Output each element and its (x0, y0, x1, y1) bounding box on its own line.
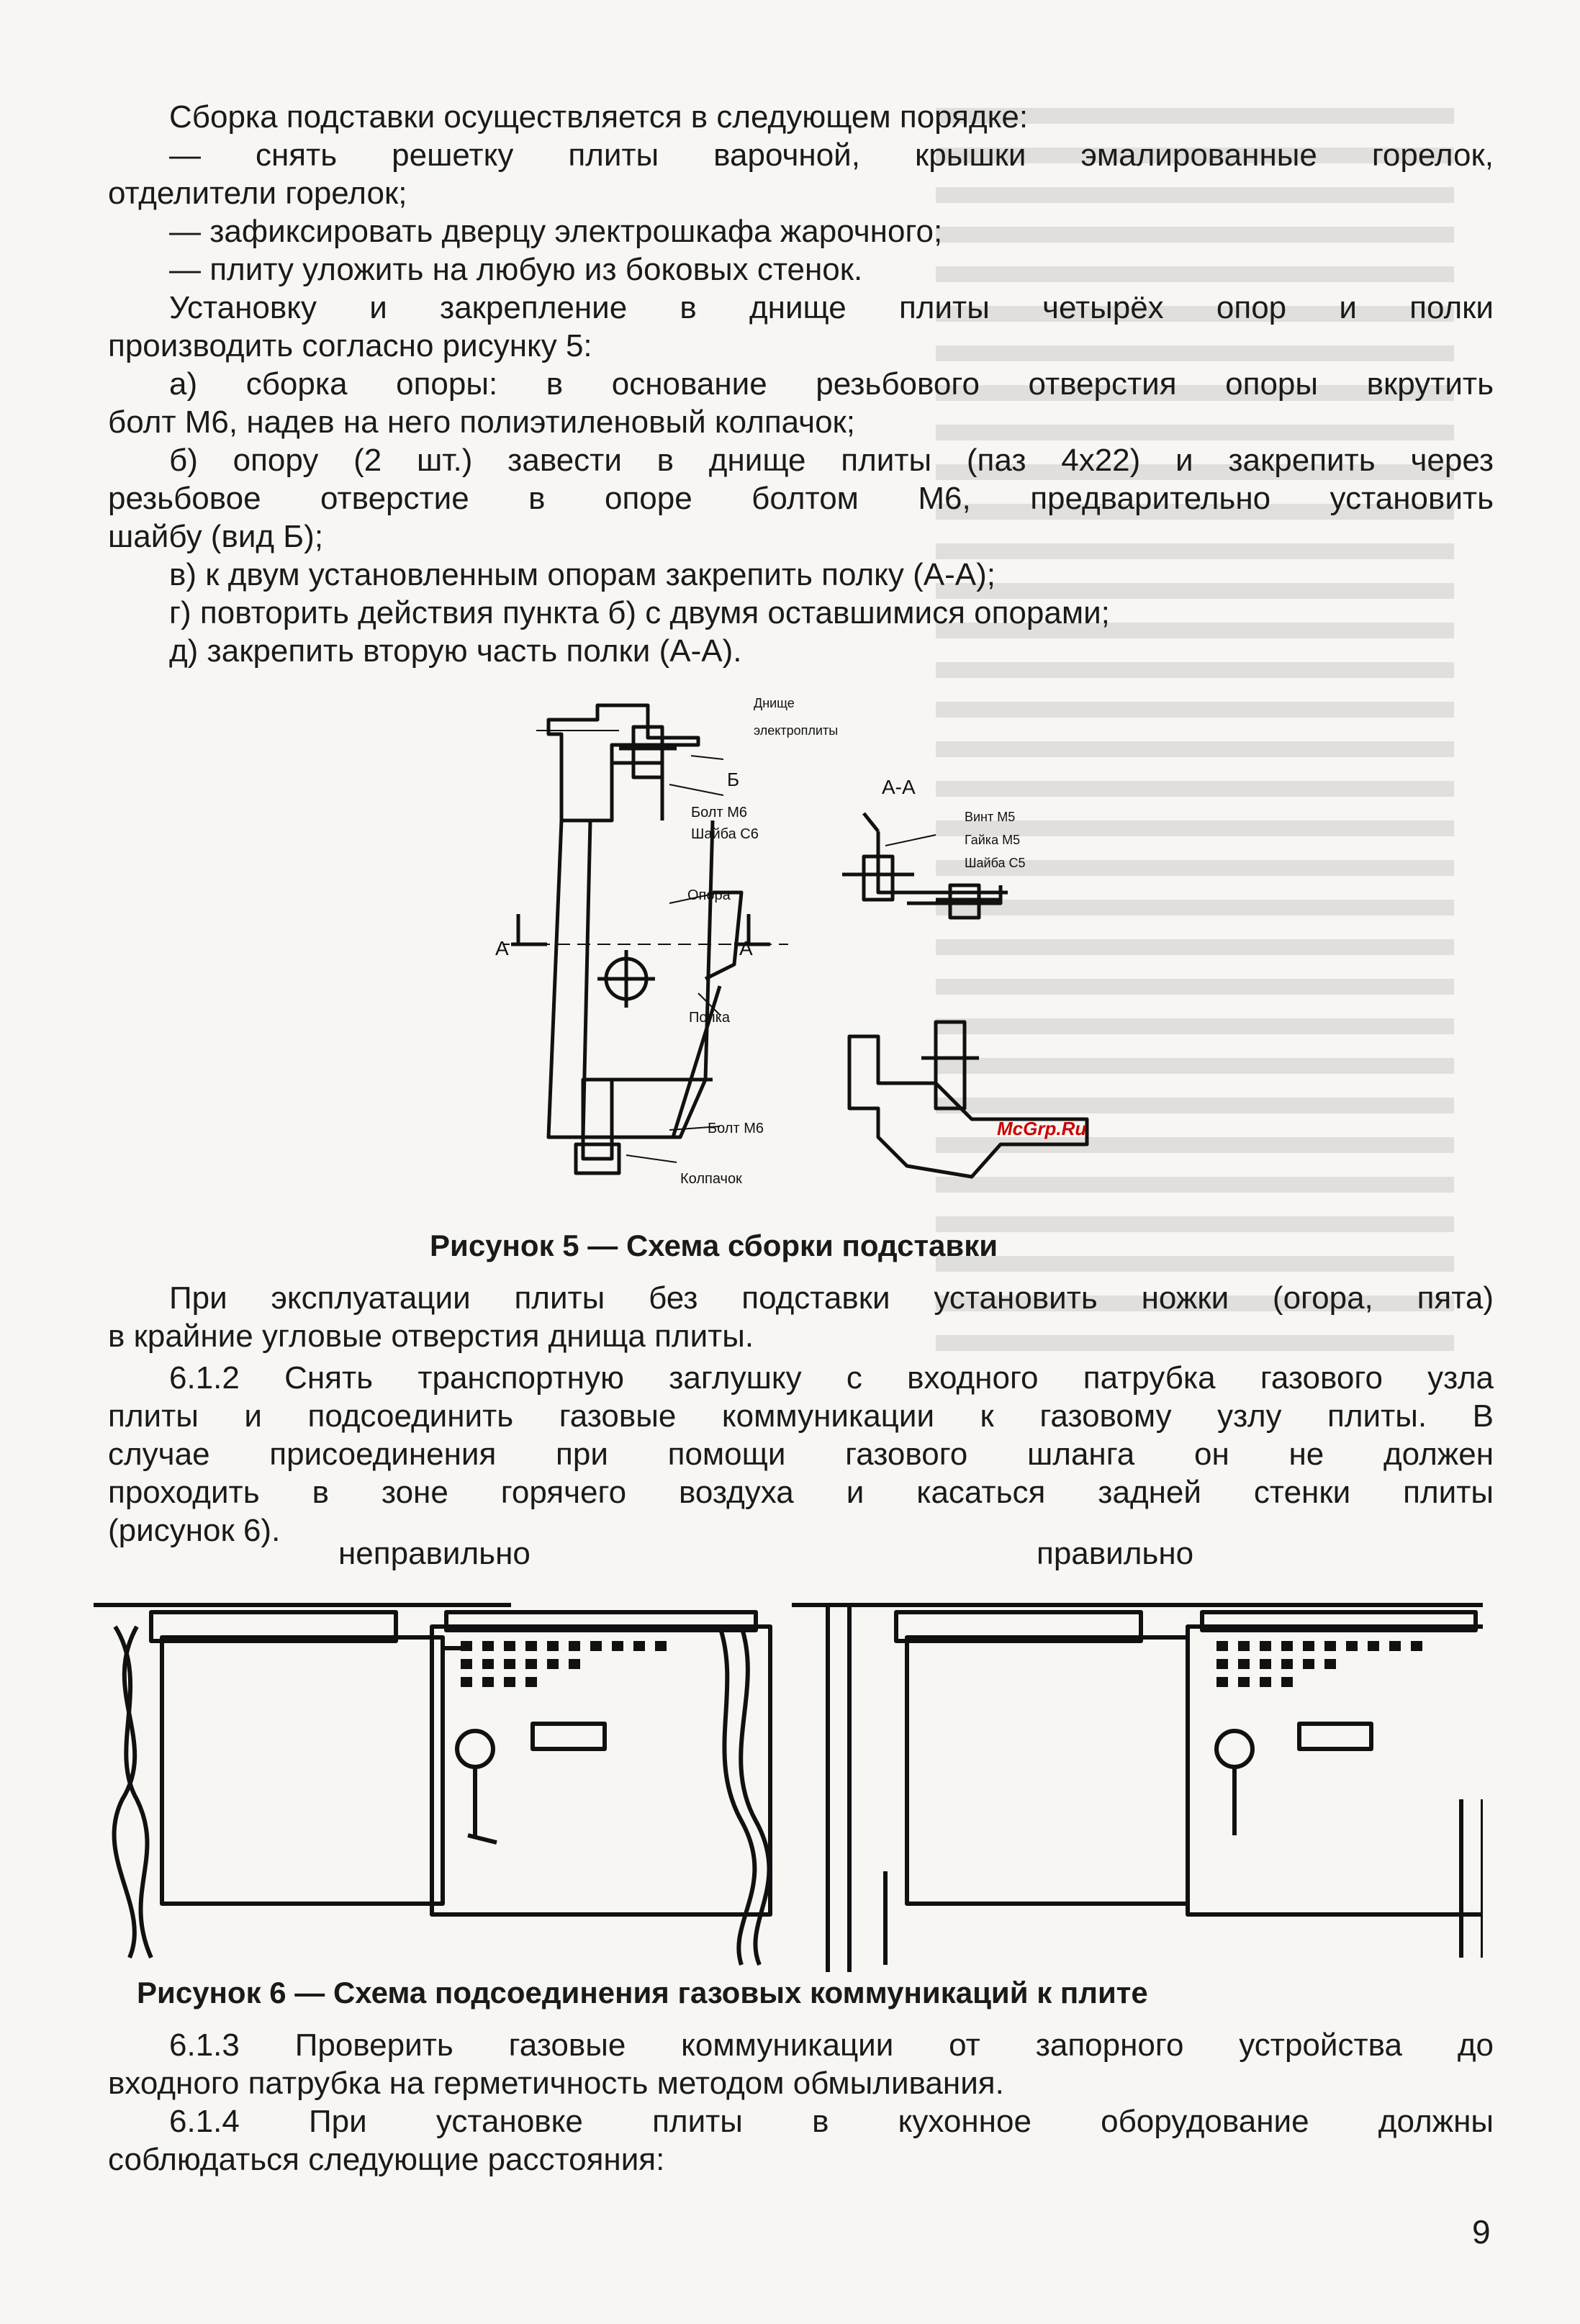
install-line-7: шайбу (вид Б); (108, 519, 324, 554)
label-washer-c6: Шайба С6 (691, 826, 759, 842)
label-bottom-line1: Днище (754, 696, 795, 710)
install-line-5: б) опору (2 шт.) завести в днище плиты (паз 4х22) и закрепить через (169, 443, 1494, 478)
figure5-assembly-drawing (504, 677, 1152, 1224)
p612-line-2: плиты и подсоединить газовые коммуникации к газовому узлу плиты. В (108, 1398, 1494, 1434)
label-section-a-right: А (739, 937, 753, 959)
install-line-2: производить согласно рисунку 5: (108, 328, 592, 363)
label-shelf: Полка (689, 1010, 731, 1026)
p613-line-2: входного патрубка на герметичность методом обмыливания. (108, 2066, 1004, 2101)
watermark-text: McGrp.Ru (997, 1118, 1087, 1139)
install-line-8: в) к двум установленным опорам закрепить полку (А-А); (169, 557, 996, 592)
label-washer-c5: Шайба С5 (965, 856, 1026, 870)
label-section-a-left: А (495, 937, 509, 959)
install-line-3: а) сборка опоры: в основание резьбового отверстия опоры вкрутить (169, 366, 1494, 402)
label-bottom-line2: электроплиты (754, 723, 839, 738)
label-bolt-m6-lower: Болт М6 (708, 1121, 764, 1136)
label-nut-m5: Гайка М5 (965, 833, 1021, 847)
label-incorrect: неправильно (338, 1536, 531, 1571)
p614-line-2: соблюдаться следующие расстояния: (108, 2142, 665, 2177)
p612-line-5: (рисунок 6). (108, 1513, 281, 1548)
page-number: 9 (1472, 2213, 1491, 2251)
step-line-3: — зафиксировать дверцу электрошкафа жарочного; (169, 214, 943, 249)
label-correct: правильно (1037, 1536, 1194, 1571)
after5-line-2: в крайние угловые отверстия днища плиты. (108, 1319, 754, 1354)
label-screw-m5: Винт М5 (965, 810, 1016, 824)
label-cap: Колпачок (680, 1171, 742, 1187)
intro-line: Сборка подставки осуществляется в следующем порядке: (169, 99, 1029, 135)
step-line-4: — плиту уложить на любую из боковых стенок. (169, 252, 863, 287)
step-line-2: отделители горелок; (108, 176, 407, 211)
step-line-1: — снять решетку плиты варочной, крышки эмалированные горелок, (169, 137, 1494, 173)
label-section-aa: А-А (882, 776, 916, 798)
after5-line-1: При эксплуатации плиты без подставки установить ножки (огора, пята) (169, 1280, 1494, 1316)
install-line-10: д) закрепить вторую часть полки (А-А). (169, 633, 742, 669)
label-bolt-m6: Болт М6 (691, 805, 747, 820)
figure6-caption: Рисунок 6 — Схема подсоединения газовых коммуникаций к плите (137, 1976, 1148, 2009)
label-view-b: Б (727, 769, 740, 790)
figure6-connection-drawing (94, 1583, 1483, 1972)
install-line-4: болт М6, надев на него полиэтиленовый колпачок; (108, 404, 856, 440)
p612-line-1: 6.1.2 Снять транспортную заглушку с входного патрубка газового узла (169, 1360, 1494, 1396)
install-line-1: Установку и закрепление в днище плиты четырёх опор и полки (169, 290, 1494, 325)
p614-line-1: 6.1.4 При установке плиты в кухонное оборудование должны (169, 2104, 1494, 2139)
label-support: Опора (687, 887, 731, 903)
install-line-9: г) повторить действия пункта б) с двумя оставшимися опорами; (169, 595, 1110, 630)
install-line-6: резьбовое отверстие в опоре болтом М6, предварительно установить (108, 481, 1494, 516)
p612-line-3: случае присоединения при помощи газового шланга он не должен (108, 1437, 1494, 1472)
figure5-caption: Рисунок 5 — Схема сборки подставки (430, 1229, 998, 1262)
p612-line-4: проходить в зоне горячего воздуха и касаться задней стенки плиты (108, 1475, 1494, 1510)
p613-line-1: 6.1.3 Проверить газовые коммуникации от запорного устройства до (169, 2027, 1494, 2063)
